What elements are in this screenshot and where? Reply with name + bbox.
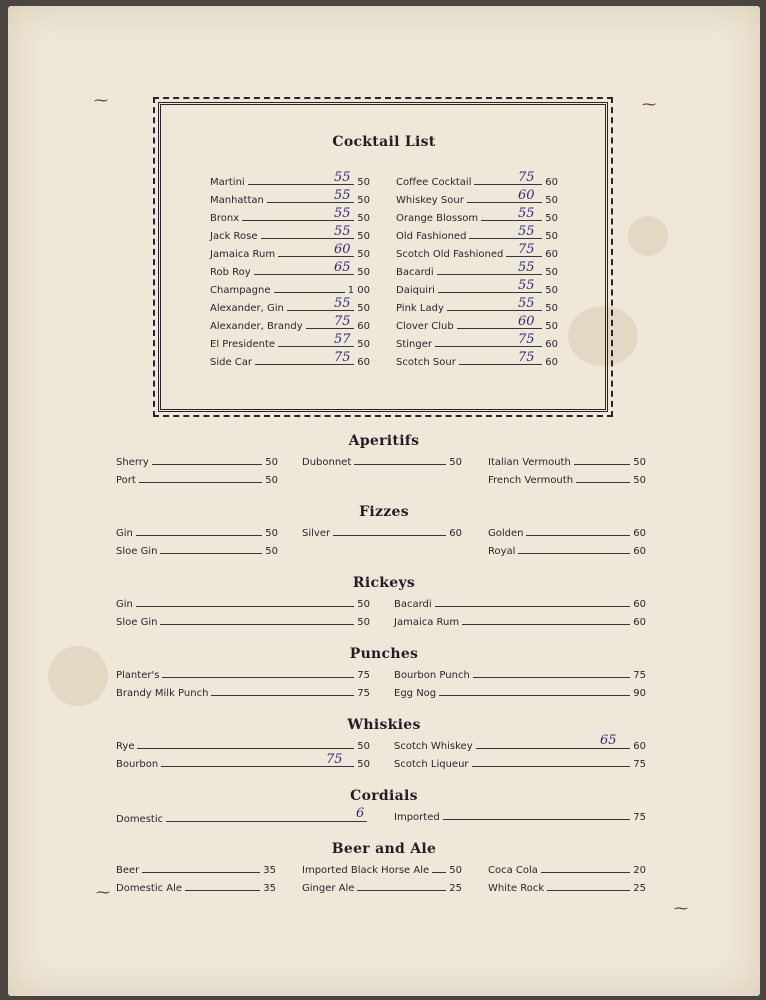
item-price: 60: [633, 546, 646, 557]
item-price: 60: [545, 177, 558, 188]
item-name: Sloe Gin: [116, 617, 158, 628]
item-name: White Rock: [488, 883, 545, 894]
item-price: 90: [633, 688, 646, 699]
item-price: 50: [265, 457, 278, 468]
item-name: Stinger: [396, 339, 432, 350]
item-name: Martini: [210, 177, 245, 188]
item-price: 75: [633, 759, 646, 770]
item-price: 25: [633, 883, 646, 894]
item-price: 60: [545, 339, 558, 350]
item-price: 60: [633, 741, 646, 752]
item-name: Royal: [488, 546, 516, 557]
handwritten-price: 75: [334, 314, 351, 329]
item-price: 50: [449, 457, 462, 468]
item-name: Dubonnet: [302, 457, 352, 468]
menu-item: [116, 525, 278, 539]
menu-item: [394, 596, 646, 610]
item-name: Brandy Milk Punch: [116, 688, 209, 699]
item-price: 1 00: [347, 285, 370, 296]
item-price: 60: [633, 599, 646, 610]
item-price: 50: [545, 285, 558, 296]
menu-item: [116, 472, 278, 486]
item-name: Egg Nog: [394, 688, 437, 699]
item-name: Jamaica Rum: [210, 249, 276, 260]
handwritten-price: 55: [334, 206, 351, 221]
item-price: 60: [545, 249, 558, 260]
menu-item: [210, 282, 370, 296]
item-name: Pink Lady: [396, 303, 444, 314]
item-name: Old Fashioned: [396, 231, 467, 242]
handwritten-price: 75: [326, 752, 343, 767]
item-name: Scotch Whiskey: [394, 741, 473, 752]
item-name: Jack Rose: [210, 231, 258, 242]
item-name: Silver: [302, 528, 331, 539]
menu-item: [394, 756, 646, 770]
menu-item: [116, 685, 370, 699]
paper-stain: [628, 216, 668, 256]
item-price: 75: [357, 670, 370, 681]
item-name: Gin: [116, 599, 133, 610]
handwritten-price: 55: [518, 224, 535, 239]
handwritten-price: 75: [518, 350, 535, 365]
handwritten-price: 65: [334, 260, 351, 275]
item-name: Bacardi: [396, 267, 434, 278]
staple-hole-icon: ⁓: [96, 885, 110, 901]
menu-item: [302, 862, 462, 876]
item-price: 35: [263, 865, 276, 876]
item-price: 50: [545, 231, 558, 242]
menu-item: [302, 525, 462, 539]
menu-item: [488, 543, 646, 557]
item-name: French Vermouth: [488, 475, 574, 486]
item-price: 50: [357, 195, 370, 206]
item-name: Side Car: [210, 357, 253, 368]
item-name: El Presidente: [210, 339, 276, 350]
staple-hole-icon: ⁓: [674, 901, 688, 917]
item-name: Scotch Sour: [396, 357, 456, 368]
item-name: Jamaica Rum: [394, 617, 460, 628]
handwritten-price: 6: [356, 806, 365, 821]
item-price: 50: [265, 475, 278, 486]
menu-item: [116, 738, 370, 752]
item-name: Scotch Liqueur: [394, 759, 469, 770]
item-price: 50: [357, 599, 370, 610]
menu-item: [488, 525, 646, 539]
item-name: Imported: [394, 812, 440, 823]
item-price: 50: [545, 195, 558, 206]
item-price: 60: [545, 357, 558, 368]
item-price: 50: [449, 865, 462, 876]
item-price: 50: [357, 339, 370, 350]
menu-item: [394, 614, 646, 628]
item-name: Alexander, Brandy: [210, 321, 303, 332]
item-name: Coffee Cocktail: [396, 177, 472, 188]
item-name: Domestic Ale: [116, 883, 183, 894]
handwritten-price: 75: [518, 242, 535, 257]
handwritten-price: 55: [334, 296, 351, 311]
menu-item: [116, 596, 370, 610]
item-name: Sherry: [116, 457, 149, 468]
handwritten-price: 60: [518, 314, 535, 329]
handwritten-price: 55: [518, 296, 535, 311]
menu-item: [488, 454, 646, 468]
item-price: 50: [357, 741, 370, 752]
item-name: Bourbon Punch: [394, 670, 470, 681]
menu-item: [394, 667, 646, 681]
item-price: 50: [633, 475, 646, 486]
item-price: 60: [357, 357, 370, 368]
item-name: Manhattan: [210, 195, 264, 206]
section-title-aperitifs: Aperitifs: [348, 433, 420, 449]
item-price: 50: [633, 457, 646, 468]
section-title-punches: Punches: [349, 646, 419, 662]
item-name: Golden: [488, 528, 524, 539]
item-name: Bronx: [210, 213, 240, 224]
item-price: 50: [265, 546, 278, 557]
item-price: 50: [357, 617, 370, 628]
menu-item: [116, 614, 370, 628]
handwritten-price: 75: [518, 170, 535, 185]
item-price: 50: [545, 267, 558, 278]
menu-item: [116, 811, 370, 825]
item-name: Champagne: [210, 285, 271, 296]
item-name: Rye: [116, 741, 135, 752]
menu-item: [488, 472, 646, 486]
menu-item: [488, 880, 646, 894]
menu-item: [116, 667, 370, 681]
item-price: 50: [357, 231, 370, 242]
item-name: Italian Vermouth: [488, 457, 571, 468]
handwritten-price: 55: [334, 188, 351, 203]
section-title-whiskies: Whiskies: [347, 717, 421, 733]
staple-hole-icon: ⁓: [642, 97, 656, 113]
item-price: 75: [633, 812, 646, 823]
handwritten-price: 65: [600, 733, 617, 748]
item-price: 35: [263, 883, 276, 894]
staple-hole-icon: ⁓: [94, 93, 108, 109]
section-title-beer-and-ale: Beer and Ale: [331, 841, 437, 857]
item-price: 60: [633, 528, 646, 539]
menu-item: [302, 454, 462, 468]
item-name: Gin: [116, 528, 133, 539]
item-price: 75: [357, 688, 370, 699]
item-price: 60: [633, 617, 646, 628]
item-price: 60: [449, 528, 462, 539]
item-name: Coca Cola: [488, 865, 538, 876]
menu-item: [116, 880, 276, 894]
handwritten-price: 60: [518, 188, 535, 203]
handwritten-price: 75: [518, 332, 535, 347]
item-price: 60: [357, 321, 370, 332]
item-name: Bacardi: [394, 599, 432, 610]
item-price: 50: [357, 303, 370, 314]
item-name: Alexander, Gin: [210, 303, 284, 314]
section-title-cordials: Cordials: [350, 788, 418, 804]
item-name: Scotch Old Fashioned: [396, 249, 504, 260]
handwritten-price: 60: [334, 242, 351, 257]
item-name: Daiquiri: [396, 285, 435, 296]
item-name: Port: [116, 475, 136, 486]
handwritten-price: 55: [334, 170, 351, 185]
menu-item: [394, 809, 646, 823]
menu-item: [116, 862, 276, 876]
item-name: Whiskey Sour: [396, 195, 464, 206]
cocktail-list-title: Cocktail List: [332, 134, 436, 150]
item-price: 20: [633, 865, 646, 876]
item-price: 50: [357, 213, 370, 224]
item-price: 50: [265, 528, 278, 539]
item-price: 75: [633, 670, 646, 681]
section-title-rickeys: Rickeys: [352, 575, 416, 591]
menu-item: [116, 543, 278, 557]
menu-item: [302, 880, 462, 894]
item-price: 50: [545, 303, 558, 314]
handwritten-price: 55: [518, 260, 535, 275]
menu-item: [116, 454, 278, 468]
item-price: 50: [545, 213, 558, 224]
item-price: 50: [357, 249, 370, 260]
menu-item: [488, 862, 646, 876]
menu-page: [8, 6, 760, 996]
item-name: Imported Black Horse Ale: [302, 865, 430, 876]
handwritten-price: 55: [518, 278, 535, 293]
item-price: 25: [449, 883, 462, 894]
item-price: 50: [357, 267, 370, 278]
item-price: 50: [545, 321, 558, 332]
item-name: Ginger Ale: [302, 883, 355, 894]
item-price: 50: [357, 759, 370, 770]
item-name: Clover Club: [396, 321, 454, 332]
item-name: Orange Blossom: [396, 213, 479, 224]
item-name: Planter's: [116, 670, 160, 681]
item-name: Bourbon: [116, 759, 159, 770]
handwritten-price: 75: [334, 350, 351, 365]
item-name: Domestic: [116, 814, 164, 825]
handwritten-price: 55: [334, 224, 351, 239]
item-name: Sloe Gin: [116, 546, 158, 557]
section-title-fizzes: Fizzes: [359, 504, 409, 520]
handwritten-price: 57: [334, 332, 351, 347]
item-price: 50: [357, 177, 370, 188]
handwritten-price: 55: [518, 206, 535, 221]
item-name: Beer: [116, 865, 140, 876]
menu-item: [394, 685, 646, 699]
item-name: Rob Roy: [210, 267, 251, 278]
